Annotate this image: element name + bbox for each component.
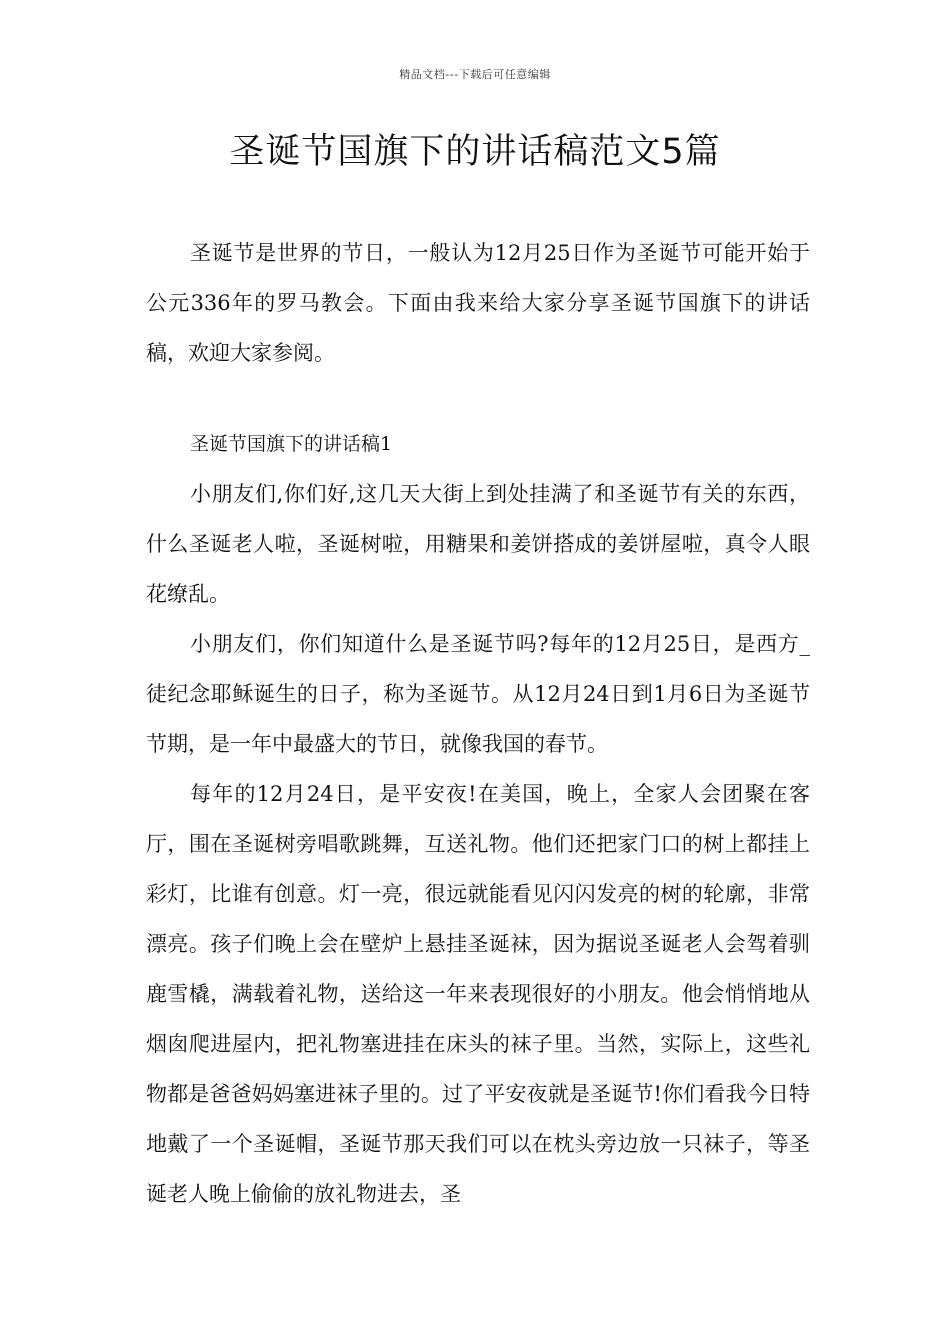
body-paragraph: 每年的12月24日，是平安夜!在美国，晚上，全家人会团聚在客厅，围在圣诞树旁唱歌跳舞，互送礼物。他们还把家门口的树上都挂上彩灯，比谁有创意。灯一亮，很远就能看见闪闪发亮的树的轮廓，非常漂亮。孩子们晚上会在壁炉上悬挂圣诞袜，因为据说圣诞老人会驾着驯鹿雪橇，满载着礼物，送给这一年来表现很好的小朋友。他会悄悄地从烟囱爬进屋内，把礼物塞进挂在床头的袜子里。当然，实际上，这些礼物都是爸爸妈妈塞进袜子里的。过了平安夜就是圣诞节!你们看我今日特地戴了一个圣诞帽，圣诞节那天我们可以在枕头旁边放一只袜子，等圣诞老人晚上偷偷的放礼物进去，圣 [146, 782, 810, 1206]
document-body [146, 228, 810, 1219]
body-paragraph: 小朋友们,你们好,这几天大街上到处挂满了和圣诞节有关的东西，什么圣诞老人啦，圣诞树啦，用糖果和姜饼搭成的姜饼屋啦，真令人眼花缭乱。 [146, 482, 810, 606]
section-heading: 圣诞节国旗下的讲话稿1 [190, 433, 393, 455]
header-note: 精品文档---下载后可任意编辑 [399, 68, 551, 81]
body-paragraph: 小朋友们，你们知道什么是圣诞节吗?每年的12月25日，是西方_徒纪念耶稣诞生的日子，称为圣诞节。从12月24日到1月6日为圣诞节节期，是一年中最盛大的节日，就像我国的春节。 [146, 632, 810, 756]
document-title: 圣诞节国旗下的讲话稿范文5篇 [229, 132, 721, 172]
intro-paragraph: 圣诞节是世界的节日，一般认为12月25日作为圣诞节可能开始于公元336年的罗马教会。下面由我来给大家分享圣诞节国旗下的讲话稿，欢迎大家参阅。 [146, 241, 810, 365]
